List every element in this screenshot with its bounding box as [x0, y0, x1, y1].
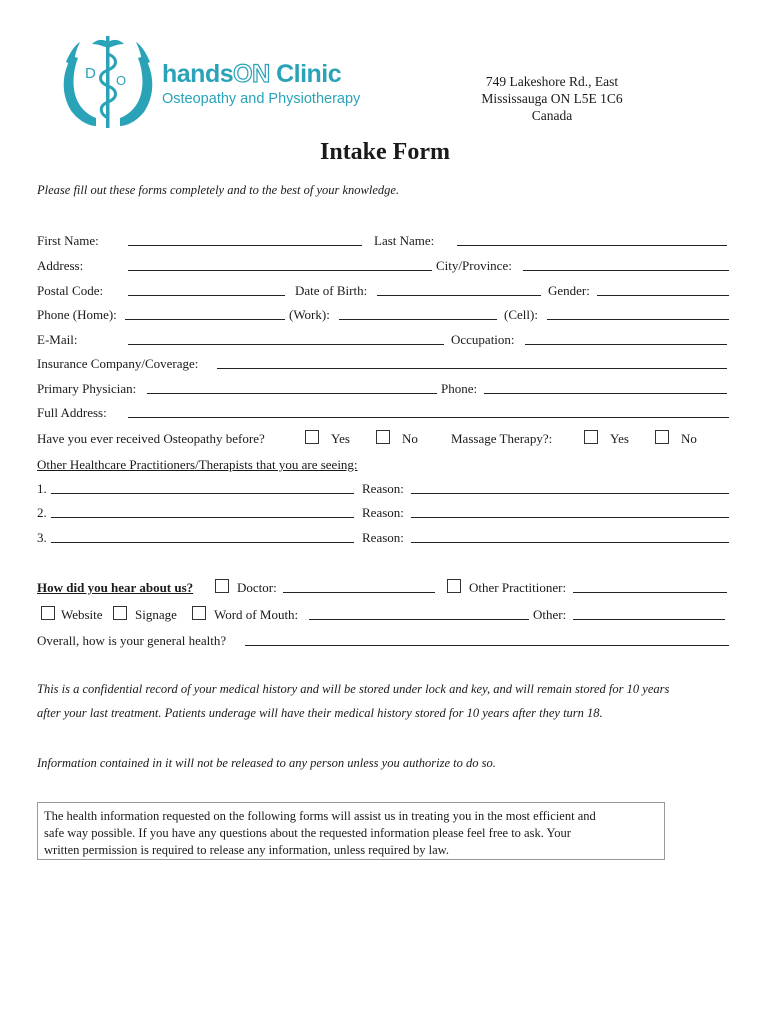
dob-field[interactable]	[377, 295, 541, 296]
authorization-statement: Information contained in it will not be released to any person unless you authorize to do so.	[37, 756, 496, 770]
full-address-field[interactable]	[128, 417, 729, 418]
city-province-label: City/Province:	[436, 258, 512, 273]
first-name-field[interactable]	[128, 245, 362, 246]
reason-label: Reason:	[362, 505, 404, 520]
signage-label: Signage	[135, 607, 177, 622]
row-insurance	[37, 356, 730, 374]
row-other-practitioners	[37, 457, 730, 475]
word-of-mouth-field[interactable]	[309, 619, 529, 620]
other-practitioner-field[interactable]	[573, 592, 727, 593]
phone-home-field[interactable]	[125, 319, 285, 320]
reason-field-3[interactable]	[411, 542, 729, 543]
other-practitioners-heading: Other Healthcare Practitioners/Therapists that you are seeing:	[37, 457, 358, 472]
first-name-label: First Name:	[37, 233, 99, 248]
address-line-1: 749 Lakeshore Rd., East	[485, 74, 619, 89]
row-email	[37, 332, 730, 350]
page-title: Intake Form	[320, 139, 450, 165]
work-phone-field[interactable]	[339, 319, 497, 320]
massage-yes-label: Yes	[610, 431, 629, 446]
item-number: 2.	[37, 505, 47, 520]
confidential-line-1: This is a confidential record of your medical history and will be stored under lock and key, and will remain stored for 10 years	[37, 682, 670, 696]
row-physician	[37, 381, 730, 399]
row-hear-about	[37, 580, 730, 598]
word-of-mouth-label: Word of Mouth:	[214, 607, 299, 622]
gender-field[interactable]	[597, 295, 729, 296]
physician-phone-field[interactable]	[484, 393, 727, 394]
massage-yes-checkbox[interactable]	[584, 430, 598, 444]
osteopathy-no-checkbox[interactable]	[376, 430, 390, 444]
osteopathy-yes-checkbox[interactable]	[305, 430, 319, 444]
physician-field[interactable]	[147, 393, 437, 394]
hands-caduceus-icon	[58, 32, 158, 132]
row-general-health	[37, 633, 730, 651]
reason-field-2[interactable]	[411, 517, 729, 518]
practitioner-field-1[interactable]	[51, 493, 354, 494]
osteopathy-no-label: No	[402, 431, 418, 446]
form-instructions: Please fill out these forms completely and to the best of your knowledge.	[37, 183, 400, 197]
occupation-field[interactable]	[525, 344, 727, 345]
notice-line-3: written permission is required to release any information, unless required by law.	[44, 843, 449, 857]
practitioner-row-3	[37, 530, 730, 548]
address-label: Address:	[37, 258, 84, 273]
cell-phone-field[interactable]	[547, 319, 729, 320]
massage-no-label: No	[681, 431, 697, 446]
logo-letter-d: D	[85, 65, 96, 82]
physician-phone-label: Phone:	[441, 381, 478, 396]
item-number: 3.	[37, 530, 47, 545]
email-label: E-Mail:	[37, 332, 78, 347]
dob-label: Date of Birth:	[295, 283, 368, 298]
row-address	[37, 258, 730, 276]
row-full-address	[37, 405, 730, 423]
reason-field-1[interactable]	[411, 493, 729, 494]
massage-question: Massage Therapy?:	[451, 431, 553, 446]
last-name-label: Last Name:	[374, 233, 435, 248]
phone-home-label: Phone (Home):	[37, 307, 117, 322]
email-field[interactable]	[128, 344, 444, 345]
general-health-label: Overall, how is your general health?	[37, 633, 227, 648]
osteopathy-yes-label: Yes	[331, 431, 350, 446]
website-checkbox[interactable]	[41, 606, 55, 620]
practitioner-row-2	[37, 505, 730, 523]
other-practitioner-label: Other Practitioner:	[469, 580, 567, 595]
other-practitioner-checkbox[interactable]	[447, 579, 461, 593]
physician-label: Primary Physician:	[37, 381, 137, 396]
doctor-checkbox[interactable]	[215, 579, 229, 593]
practitioner-field-3[interactable]	[51, 542, 354, 543]
row-osteopathy	[37, 431, 730, 449]
full-address-label: Full Address:	[37, 405, 107, 420]
doctor-label: Doctor:	[237, 580, 277, 595]
clinic-address	[440, 73, 664, 124]
confidential-line-2: after your last treatment. Patients underage will have their medical history stored for 10 years after they turn 18.	[37, 706, 603, 720]
doctor-field[interactable]	[283, 592, 435, 593]
reason-label: Reason:	[362, 530, 404, 545]
clinic-logo	[58, 32, 361, 132]
notice-box	[37, 802, 665, 860]
website-label: Website	[61, 607, 103, 622]
logo-letter-o: O	[116, 73, 127, 88]
clinic-tagline: Osteopathy and Physiotherapy	[162, 91, 361, 107]
address-line-2: Mississauga ON L5E 1C6	[481, 91, 623, 106]
signage-checkbox[interactable]	[113, 606, 127, 620]
practitioner-field-2[interactable]	[51, 517, 354, 518]
row-name	[37, 233, 730, 251]
cell-phone-label: (Cell):	[504, 307, 538, 322]
osteopathy-question: Have you ever received Osteopathy before?	[37, 431, 265, 446]
insurance-label: Insurance Company/Coverage:	[37, 356, 199, 371]
occupation-label: Occupation:	[451, 332, 515, 347]
massage-no-checkbox[interactable]	[655, 430, 669, 444]
address-field[interactable]	[128, 270, 432, 271]
postal-code-label: Postal Code:	[37, 283, 104, 298]
item-number: 1.	[37, 481, 47, 496]
practitioner-row-1	[37, 481, 730, 499]
gender-label: Gender:	[548, 283, 590, 298]
insurance-field[interactable]	[217, 368, 727, 369]
last-name-field[interactable]	[457, 245, 727, 246]
work-phone-label: (Work):	[289, 307, 330, 322]
notice-line-1: The health information requested on the following forms will assist us in treating you in the most efficient and	[44, 809, 596, 823]
row-postal	[37, 283, 730, 301]
address-line-3: Canada	[531, 108, 573, 123]
word-of-mouth-checkbox[interactable]	[192, 606, 206, 620]
other-field[interactable]	[573, 619, 725, 620]
other-label: Other:	[533, 607, 567, 622]
reason-label: Reason:	[362, 481, 404, 496]
general-health-field[interactable]	[245, 645, 729, 646]
hear-about-heading: How did you hear about us?	[37, 580, 194, 595]
clinic-name: handsON Clinic	[162, 60, 342, 88]
postal-code-field[interactable]	[128, 295, 285, 296]
row-referral-sources	[37, 607, 730, 625]
row-phone	[37, 307, 730, 325]
notice-line-2: safe way possible. If you have any questions about the requested information please feel free to ask. Your	[44, 826, 571, 840]
city-province-field[interactable]	[523, 270, 729, 271]
